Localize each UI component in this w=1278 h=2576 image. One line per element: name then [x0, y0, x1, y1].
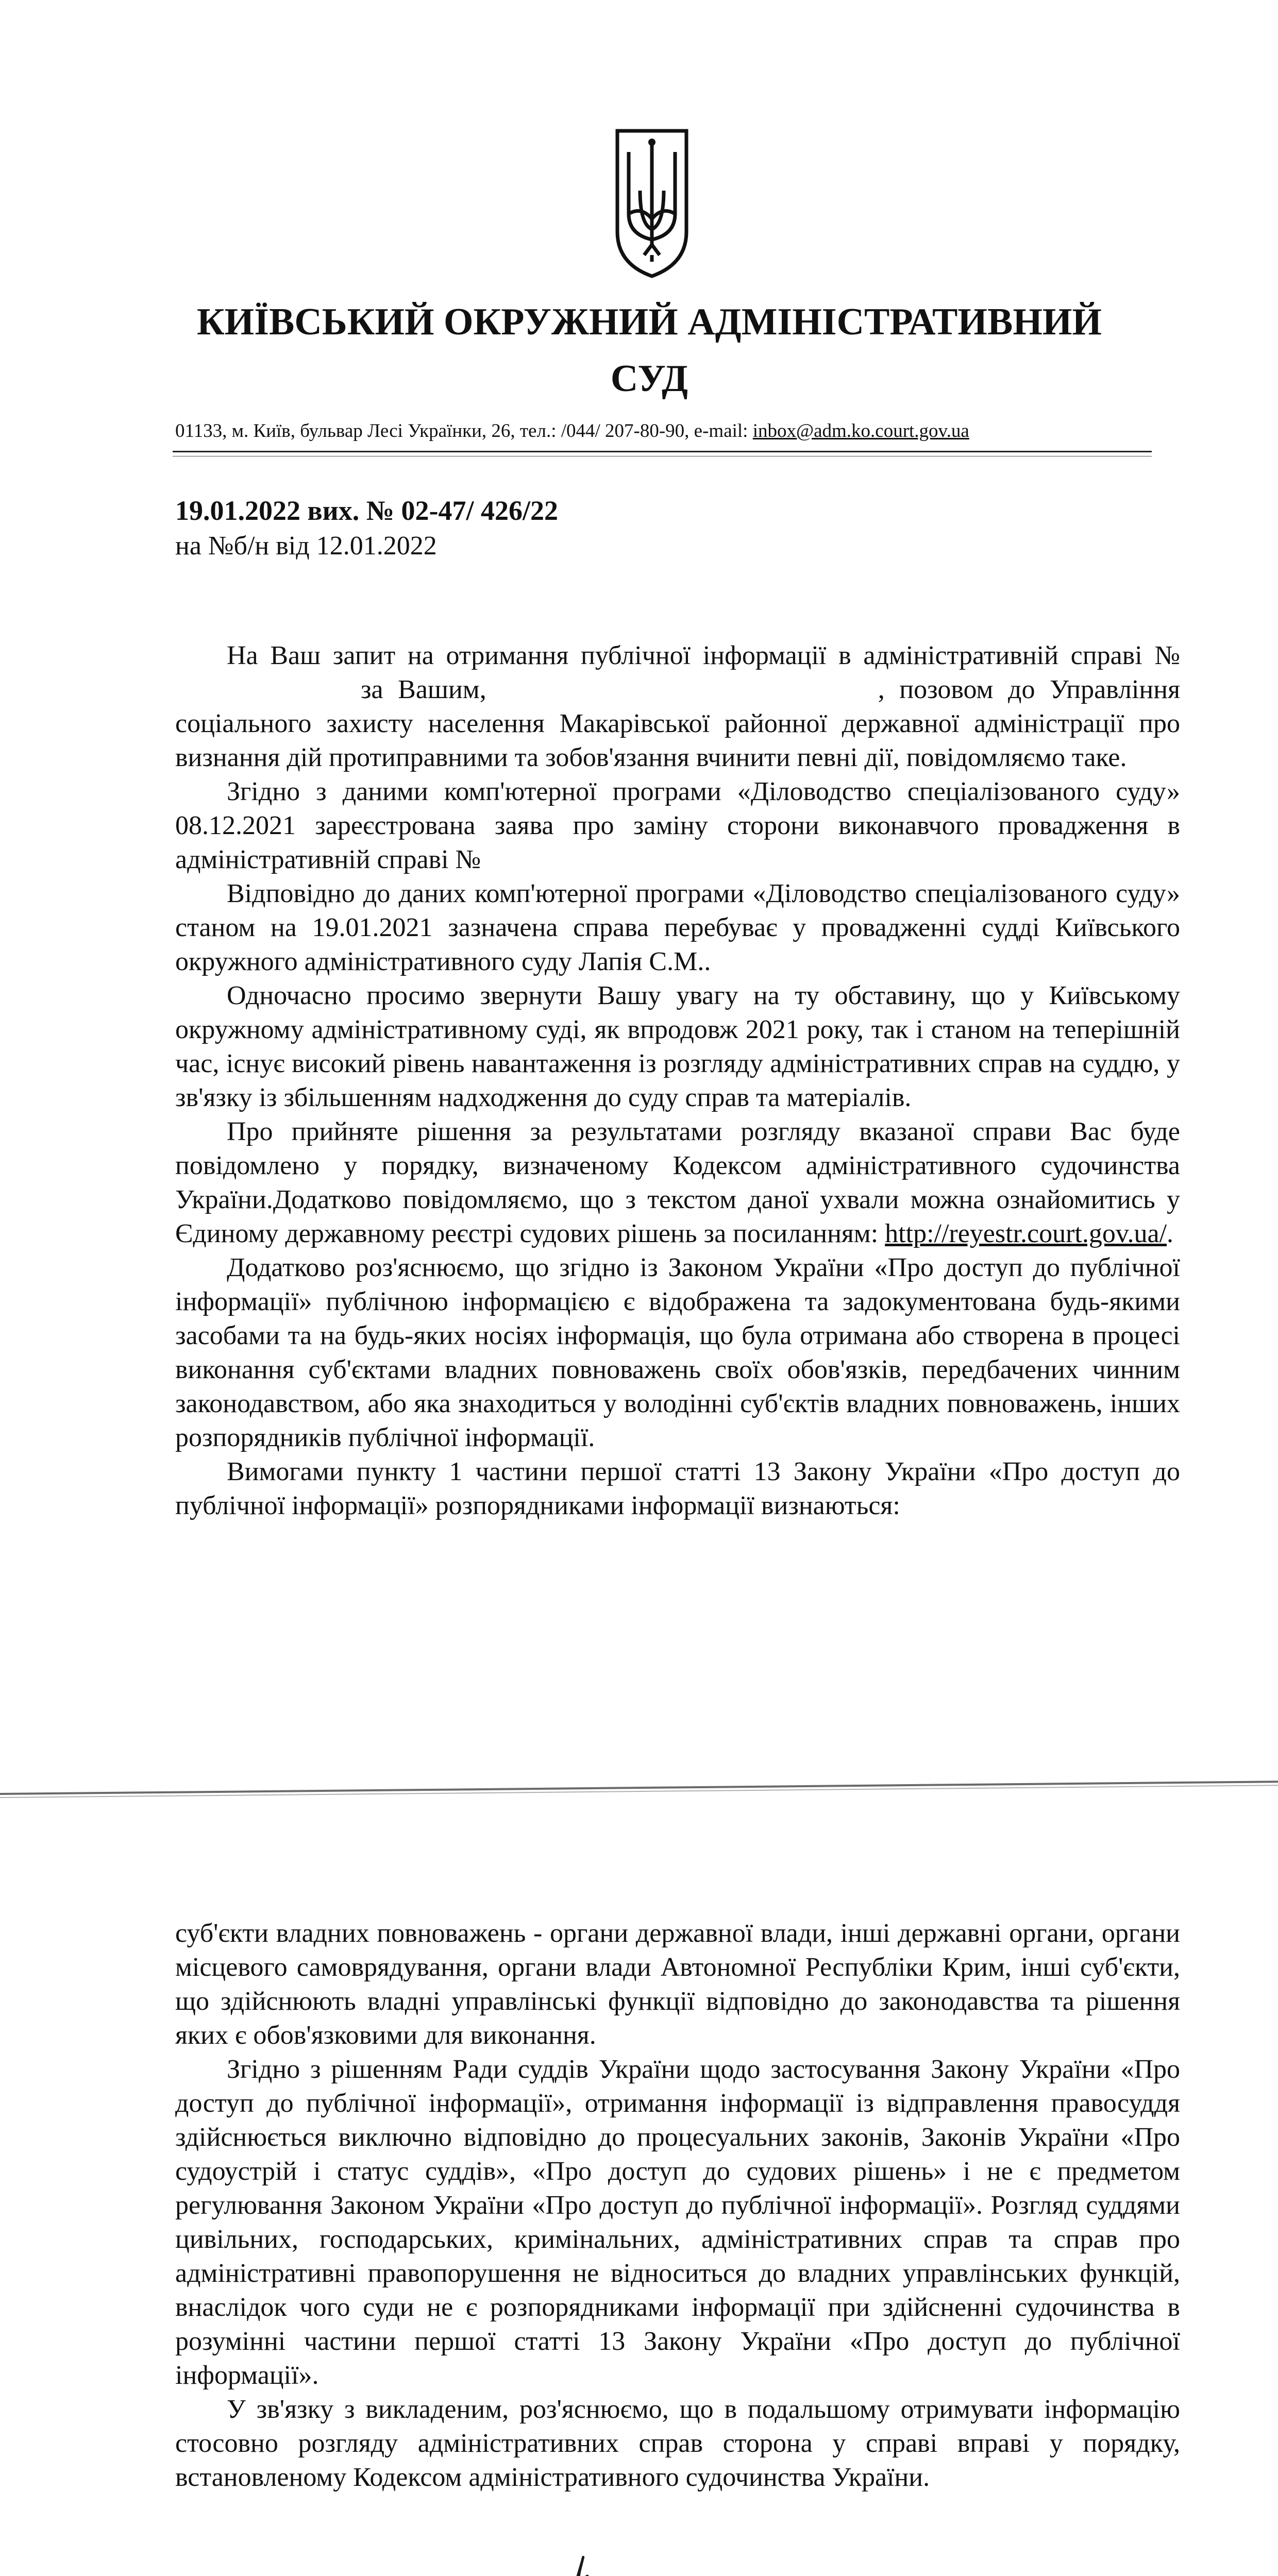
paragraph-authorities: суб'єкти владних повноважень - органи державної влади, інші державні органи, органи місцевого самоврядування, органи влади Автономної Республіки Крим, інші суб'єкти, що здійснюють владні управлінські функції відповідно до законодавства та рішення яких є обов'язковими для виконання. — [175, 1919, 1180, 2050]
paragraph-council-decision: Згідно з рішенням Ради суддів України щодо застосування Закону України «Про доступ до публічної інформації», отримання інформації із відправлення правосуддя здійснюється виключно відповідно до процесуальних законів, Законів України «Про судоустрій і статус суддів», «Про доступ до судових рішень» і не є предметом регулювання Законом України «Про доступ до публічної інформації». Розгляд суддями цивільних, господарських, кримінальних, адміністративних справ та справ про адміністративні правопорушення не відноситься до владних управлінських функцій, внаслідок чого суди не є розпорядниками інформації при здійсненні судочинства в розумінні частини першої статті 13 Закону України «Про доступ до публічної інформації». — [175, 2055, 1180, 2390]
header-divider — [173, 451, 1152, 452]
paragraph-definition: Додатково роз'яснюємо, що згідно із Законом України «Про доступ до публічної інформації» публічною інформацією є відображена та задокументована будь-якими засобами та на будь-яких носіях інформація, що була отримана або створена в процесі виконання суб'єктами владних повноважень своїх обов'язків, передбачених чинним законодавством, або яка знаходиться у володінні суб'єктів владних повноважень, інших розпорядників публічної інформації. — [175, 1253, 1180, 1452]
court-name-line2: СУД — [610, 358, 688, 400]
court-name-line1: КИЇВСЬКИЙ ОКРУЖНИЙ АДМІНІСТРАТИВНИЙ — [196, 301, 1102, 343]
registry-link[interactable]: http://reyestr.court.gov.ua/ — [885, 1219, 1167, 1248]
outgoing-number: 19.01.2022 вих. № 02-47/ 426/22 — [175, 495, 559, 526]
letter-body-page1 — [175, 639, 1180, 1523]
court-name — [134, 294, 1165, 407]
letter-body-page2 — [175, 1917, 1180, 2495]
handwritten-signature-icon — [453, 2514, 876, 2576]
paragraph-workload: Одночасно просимо звернути Вашу увагу на ту обставину, що у Київському окружному адміністративному суді, як впродовж 2021 року, так і станом на теперішній час, існує високий рівень навантаження із розгляду адміністративних справ на суддю, у зв'язку із збільшенням надходження до суду справ та матеріалів. — [175, 981, 1180, 1112]
scan-page-break — [0, 1781, 1278, 1795]
paragraph-conclusion: У зв'язку з викладеним, роз'яснюємо, що в подальшому отримувати інформацію стосовно розгляду адміністративних справ сторона у справі вправі у порядку, встановленому Кодексом адміністративного судочинства України. — [175, 2395, 1180, 2492]
paragraph-request: На Ваш запит на отримання публічної інформації в адміністративній справі №за Вашим, , позовом до Управління соціального захисту населення Макарівської районної державної адміністрації про визнання дій протиправними та зобов'язання вчинити певні дії, повідомляємо таке. — [175, 641, 1180, 772]
paragraph-decision: Про прийняте рішення за результатами розгляду вказаної справи Вас буде повідомлено у порядку, визначеному Кодексом адміністративного судочинства України.Додатково повідомляємо, що з текстом даної ухвали можна ознайомитись у Єдиному державному реєстрі судових рішень за посиланням: http://reyestr.court.gov.ua/. — [175, 1117, 1180, 1248]
coat-of-arms-icon — [613, 129, 691, 278]
paragraph-status: Відповідно до даних комп'ютерної програми «Діловодство спеціалізованого суду» станом на 19.01.2021 зазначена справа перебуває у провадженні судді Київського окружного адміністративного суду Лапія С.М.. — [175, 879, 1180, 976]
court-email-link[interactable]: inbox@adm.ko.court.gov.ua — [752, 420, 969, 442]
court-contacts — [175, 420, 1206, 442]
paragraph-requirements: Вимогами пункту 1 частини першої статті 13 Закону України «Про доступ до публічної інформації» розпорядниками інформації визнаються: — [175, 1457, 1180, 1520]
court-address: 01133, м. Київ, бульвар Лесі Українки, 26, тел.: /044/ 207-80-90, e-mail: — [175, 420, 753, 442]
paragraph-registration: Згідно з даними комп'ютерної програми «Діловодство спеціалізованого суду» 08.12.2021 зареєстрована заява про заміну сторони виконавчого провадження в адміністративній справі № — [175, 777, 1180, 874]
reply-to-reference: на №б/н від 12.01.2022 — [175, 531, 437, 561]
